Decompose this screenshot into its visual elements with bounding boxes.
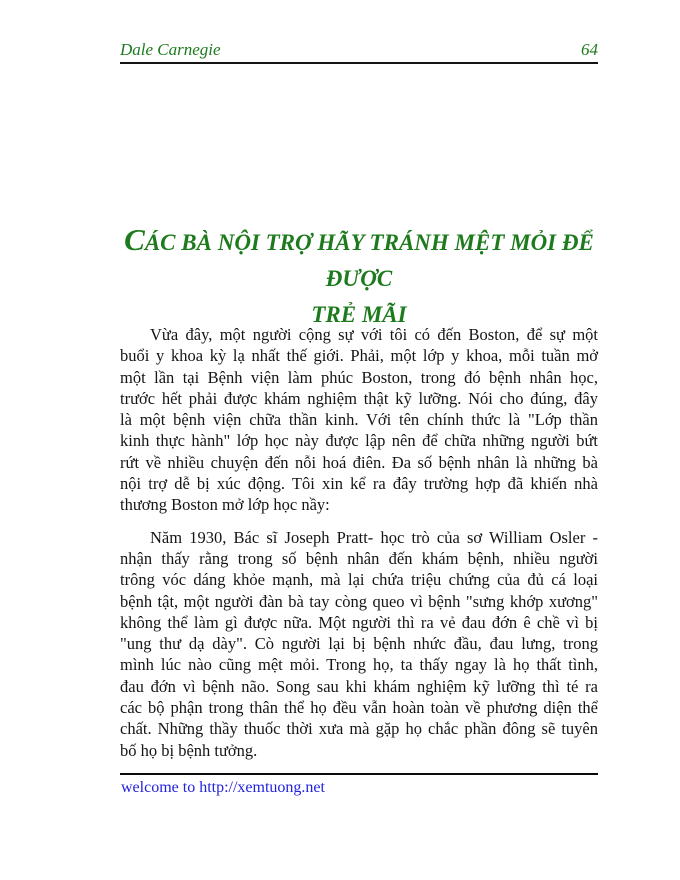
text-line: bệnh tật, một người đàn bà tay còng queo vì bệnh "sưng khớp xương" [120, 591, 598, 611]
text-line: là một bệnh viện chữa thần kinh. Với tên chính thức là "Lớp thần [120, 410, 598, 430]
page-footer [121, 779, 325, 797]
text-line: bố họ bị bệnh tưởng. [120, 740, 258, 760]
text-line: Năm 1930, Bác sĩ Joseph Pratt- học trò của sơ William Osler - [150, 527, 598, 547]
footer-site-link[interactable]: welcome to http://xemtuong.net [121, 779, 325, 796]
text-line: chất. Những thầy thuốc thời xưa mà gặp họ chắc phần đông sẽ tuyên [120, 719, 598, 739]
text-line: mình lúc nào cũng mệt mỏi. Trong họ, ta thấy ngay là họ thất tình, [120, 655, 598, 675]
text-line: một lần tại Bệnh viện làm phúc Boston, trong đó bệnh nhân học, [120, 367, 598, 387]
page-header [120, 40, 598, 60]
header-page-number: 64 [581, 40, 598, 59]
text-line: rứt về nhiều chuyện đến nỗi hoá điên. Đa số bệnh nhân là những bà [120, 452, 598, 472]
text-line: trông vóc dáng khỏe mạnh, mà lại chứa triệu chứng của đủ cá loại [120, 570, 598, 590]
header-rule [120, 62, 598, 64]
header-author: Dale Carnegie [120, 40, 221, 59]
paragraph-2 [120, 527, 598, 761]
text-line: các bộ phận trong thân thể họ đều vẫn hoàn toàn về phương diện thể [120, 698, 598, 718]
text-line: trước hết phải được khám nghiệm thật kỹ lưỡng. Nói cho đúng, đây [120, 388, 598, 408]
body-text [120, 324, 598, 772]
text-line: đau đớn vì bệnh não. Song sau khi khám nghiệm kỹ lưỡng thì té ra [120, 676, 598, 696]
footer-rule [120, 773, 598, 775]
text-line: kinh thực hành" lớp học này được lập nên để chữa những người bứt [120, 431, 598, 451]
text-line: nội trợ dễ bị xúc động. Tôi xin kể ra đây trường hợp đã khiến nhà [120, 474, 598, 494]
text-line: thương Boston mở lớp học nầy: [120, 495, 330, 515]
text-line: nhận thấy rằng trong số bệnh nhân đến khám bệnh, nhiều người [120, 548, 598, 568]
text-line: Vừa đây, một người cộng sự với tôi có đến Boston, để sự một [150, 325, 598, 344]
chapter-title-line1 [120, 222, 598, 297]
text-line: buổi y khoa kỳ lạ nhất thế giới. Phải, một lớp y khoa, mỗi tuần mở [120, 346, 598, 366]
text-line: không thể làm gì được nữa. Một người thì ra vẻ đau đớn ê chề vì bị [120, 612, 598, 632]
chapter-title-line1-rest: ÁC BÀ NỘI TRỢ HÃY TRÁNH MỆT MỎI ĐỂ ĐƯỢC [144, 230, 594, 291]
chapter-title [120, 222, 598, 333]
chapter-title-line2: TRẺ MÃI [311, 302, 407, 327]
paragraph-1 [120, 324, 598, 516]
text-line: "ung thư dạ dày". Cò người lại bị bệnh nhức đầu, đau lưng, trong [120, 634, 598, 654]
chapter-title-initial: C [124, 222, 145, 257]
